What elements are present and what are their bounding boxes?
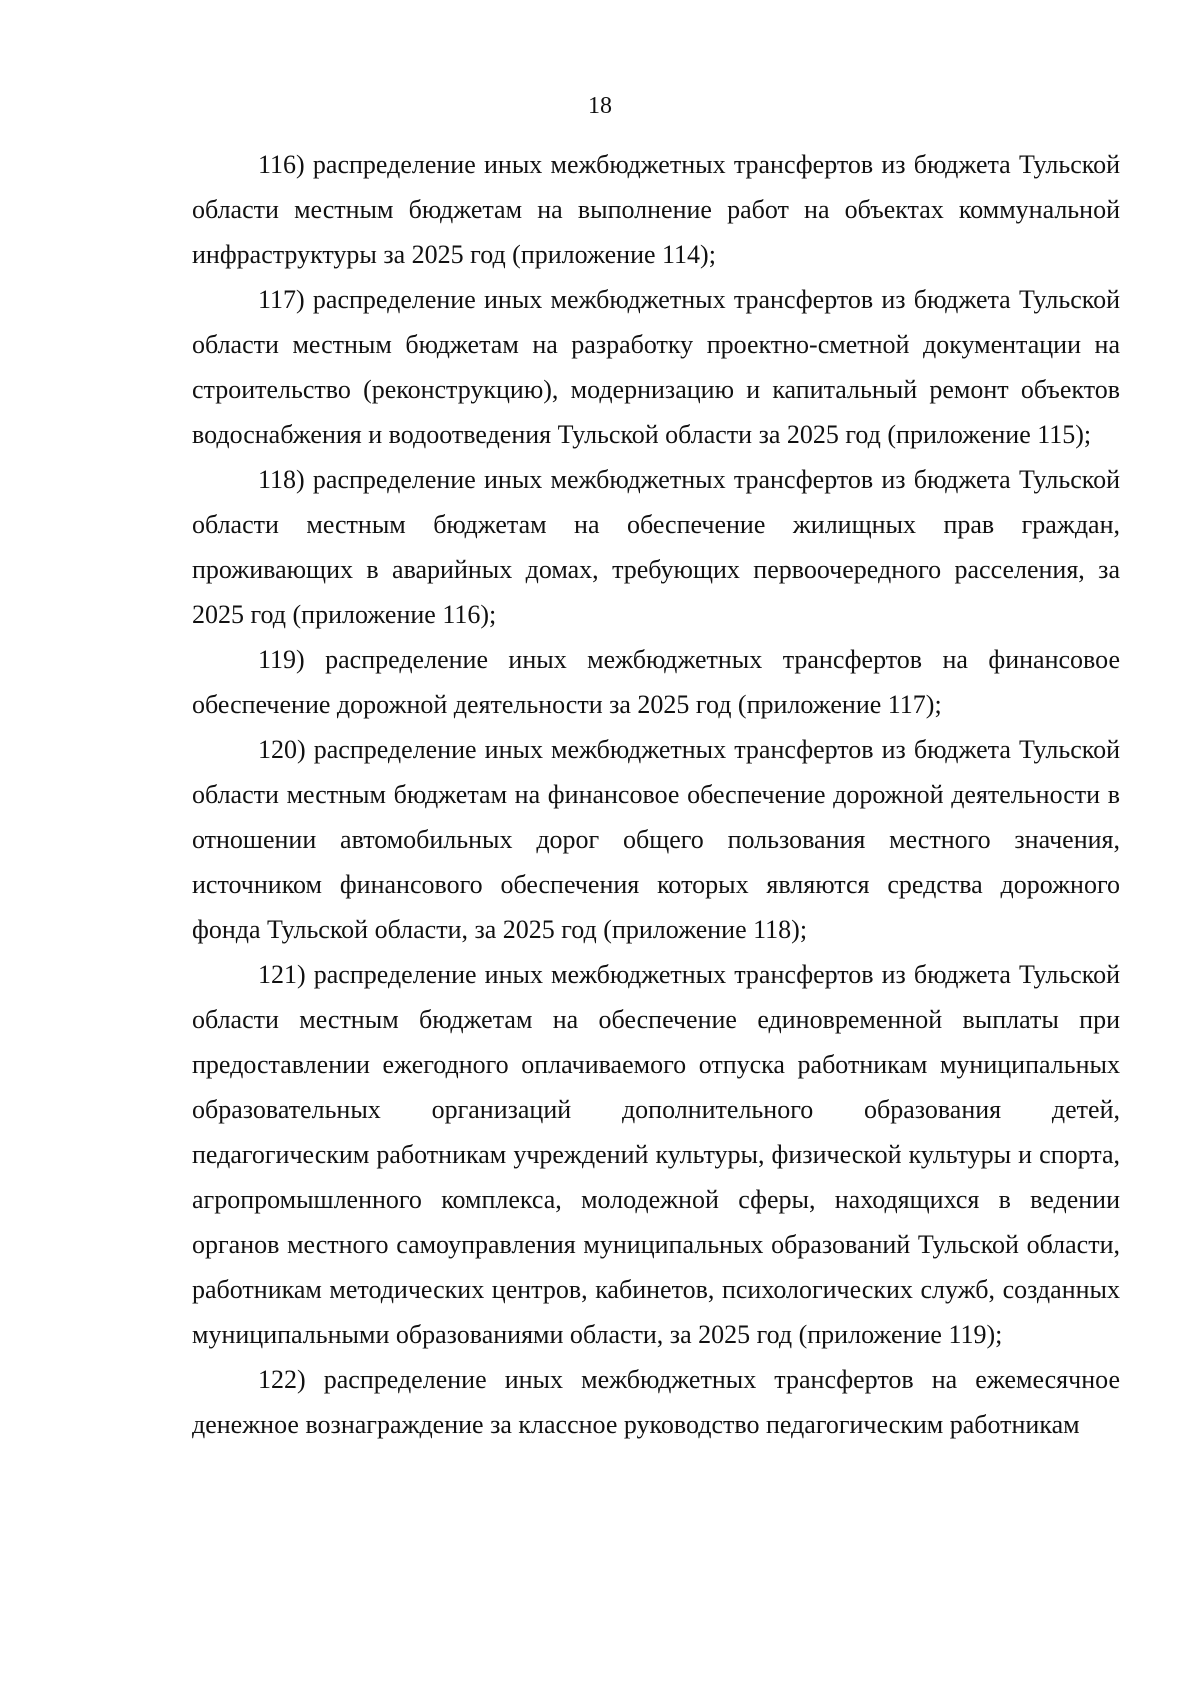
paragraph-item-119: 119) распределение иных межбюджетных трансфертов на финансовое обеспечение дорожной деятельности за 2025 год (приложение 117); [192,645,1120,719]
paragraph-item-121: 121) распределение иных межбюджетных трансфертов из бюджета Тульской области местным бюджетам на обеспечение единовременной выплаты при предоставлении ежегодного оплачиваемого отпуска работникам муниципальных образовательных организаций дополнительного образования детей, педагогическим работникам учреждений культуры, физической культуры и спорта, агропромышленного комплекса, молодежной сферы, находящихся в ведении органов местного самоуправления муниципальных образований Тульской области, работникам методических центров, кабинетов, психологических служб, созданных муниципальными образованиями области, за 2025 год (приложение 119); [192,960,1120,1349]
page-number: 18 [588,93,612,119]
paragraph-item-116: 116) распределение иных межбюджетных трансфертов из бюджета Тульской области местным бюджетам на выполнение работ на объектах коммунальной инфраструктуры за 2025 год (приложение 114); [192,150,1120,269]
document-body [192,142,1120,1447]
paragraph-item-122: 122) распределение иных межбюджетных трансфертов на ежемесячное денежное вознаграждение за классное руководство педагогическим работникам [192,1365,1120,1439]
paragraph-item-117: 117) распределение иных межбюджетных трансфертов из бюджета Тульской области местным бюджетам на разработку проектно-сметной документации на строительство (реконструкцию), модернизацию и капитальный ремонт объектов водоснабжения и водоотведения Тульской области за 2025 год (приложение 115); [192,285,1120,449]
paragraph-item-118: 118) распределение иных межбюджетных трансфертов из бюджета Тульской области местным бюджетам на обеспечение жилищных прав граждан, проживающих в аварийных домах, требующих первоочередного расселения, за 2025 год (приложение 116); [192,465,1120,629]
paragraph-item-120: 120) распределение иных межбюджетных трансфертов из бюджета Тульской области местным бюджетам на финансовое обеспечение дорожной деятельности в отношении автомобильных дорог общего пользования местного значения, источником финансового обеспечения которых являются средства дорожного фонда Тульской области, за 2025 год (приложение 118); [192,735,1120,944]
